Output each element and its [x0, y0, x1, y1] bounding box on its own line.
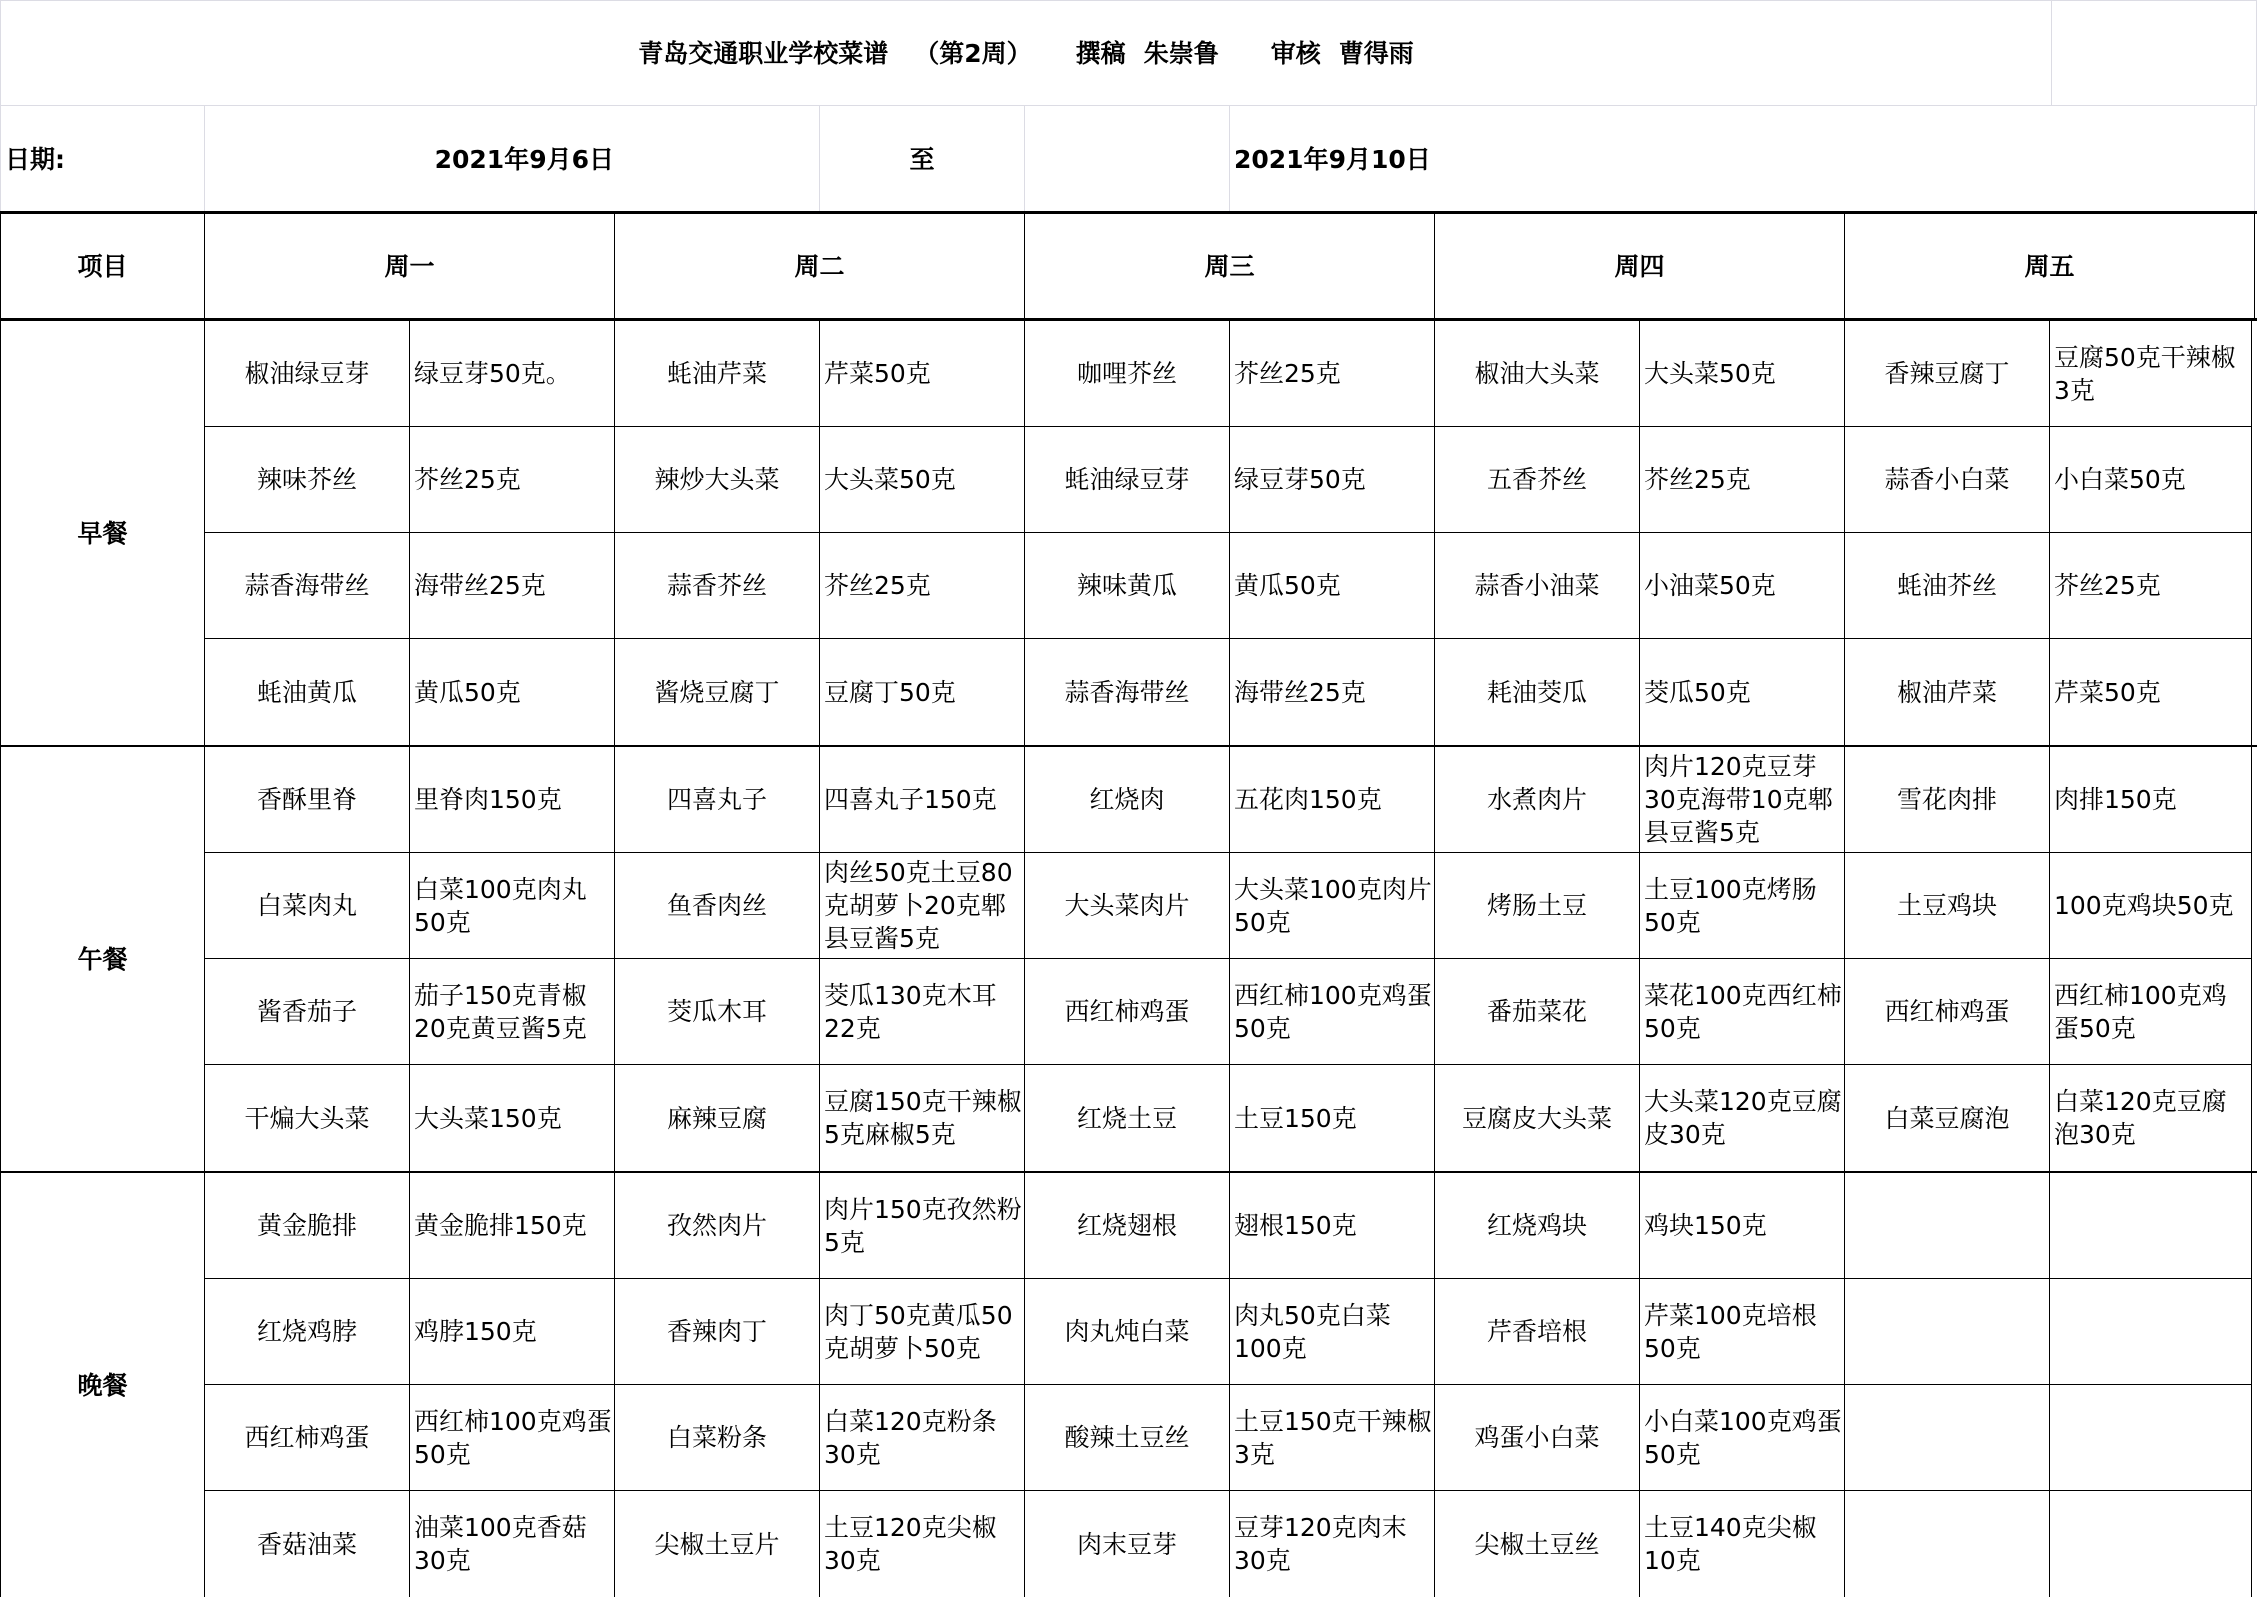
ingredient-cell[interactable] [1230, 639, 1435, 745]
ingredient-text: 豆芽120克肉末30克 [1234, 1513, 1407, 1575]
dish-name-cell[interactable] [205, 427, 410, 533]
dish-name: 肉丸炖白菜 [1064, 1317, 1190, 1346]
empty-cell[interactable] [1025, 106, 1230, 212]
table-row [205, 747, 2257, 853]
ingredient-cell[interactable] [1640, 959, 1845, 1065]
meal-sections [0, 321, 2257, 1597]
table-row [205, 1279, 2257, 1385]
dish-name-cell[interactable] [615, 533, 820, 639]
dish-name-cell[interactable] [615, 1385, 820, 1491]
dish-name-cell[interactable] [615, 1491, 820, 1597]
day-label: 周二 [794, 251, 845, 281]
dish-name: 西红柿鸡蛋 [1064, 997, 1190, 1026]
dish-name: 椒油芹菜 [1896, 677, 1997, 707]
ingredient-text: 土豆100克烤肠50克 [1644, 874, 1817, 937]
ingredient-cell[interactable] [410, 1385, 615, 1491]
ingredient-cell[interactable] [1230, 1279, 1435, 1385]
ingredient-text: 肉片120克豆芽30克海带10克郫县豆酱5克 [1644, 752, 1833, 847]
ingredient-text: 黄瓜50克 [1234, 571, 1341, 600]
ingredient-cell[interactable] [1230, 853, 1435, 959]
dish-name: 干煸大头菜 [244, 1103, 370, 1133]
ingredient-text: 绿豆芽50克。 [414, 359, 571, 388]
ingredient-cell[interactable] [820, 639, 1025, 745]
dish-name: 酱香茄子 [256, 997, 357, 1026]
author-name: 朱崇鲁 [1143, 38, 1219, 68]
meal-block [0, 321, 2257, 747]
reviewer-name: 曹得雨 [1338, 38, 1414, 68]
dish-name: 酱烧豆腐丁 [654, 677, 780, 707]
dish-name: 酸辣土豆丝 [1064, 1423, 1190, 1452]
ingredient-text: 绿豆芽50克 [1234, 465, 1366, 494]
ingredient-cell[interactable] [410, 853, 615, 959]
dish-name-cell[interactable] [1845, 1173, 2050, 1279]
dish-name-cell[interactable] [205, 853, 410, 959]
ingredient-text: 大头菜150克 [414, 1103, 562, 1133]
dish-name: 肉末豆芽 [1076, 1529, 1177, 1559]
ingredient-text: 鸡块150克 [1644, 1211, 1767, 1240]
dish-name-cell[interactable] [205, 533, 410, 639]
ingredient-text: 土豆150克干辣椒3克 [1234, 1406, 1432, 1469]
date-label-cell[interactable] [0, 106, 205, 212]
dish-name-cell[interactable] [1435, 747, 1640, 853]
day-header[interactable] [1025, 214, 1435, 318]
dish-name: 鸡蛋小白菜 [1474, 1423, 1600, 1452]
dish-name-cell[interactable] [1025, 747, 1230, 853]
ingredient-cell[interactable] [410, 427, 615, 533]
dish-name: 白菜肉丸 [256, 891, 357, 920]
dish-name: 蒜香海带丝 [244, 571, 370, 600]
ingredient-cell[interactable] [410, 1279, 615, 1385]
ingredient-text: 芥丝25克 [1644, 465, 1751, 494]
ingredient-cell[interactable] [2050, 533, 2252, 639]
dish-name: 香辣豆腐丁 [1884, 359, 2010, 388]
dish-name: 大头菜肉片 [1064, 891, 1190, 920]
day-label: 周一 [384, 251, 435, 281]
ingredient-cell[interactable] [1230, 747, 1435, 853]
ingredient-cell[interactable] [1640, 853, 1845, 959]
table-row [205, 639, 2257, 745]
dish-name: 红烧鸡块 [1486, 1211, 1587, 1240]
ingredient-cell[interactable] [1640, 1491, 1845, 1597]
dish-name-cell[interactable] [205, 1385, 410, 1491]
dish-name-cell[interactable] [205, 639, 410, 745]
ingredient-cell[interactable] [820, 747, 1025, 853]
ingredient-text: 芥丝25克 [1234, 359, 1341, 388]
ingredient-cell[interactable] [410, 321, 615, 427]
day-label: 周三 [1204, 251, 1255, 281]
dish-name-cell[interactable] [1845, 427, 2050, 533]
start-date: 2021年9月6日 [434, 144, 614, 174]
ingredient-cell[interactable] [1640, 1385, 1845, 1491]
ingredient-text: 西红柿100克鸡蛋50克 [2054, 980, 2227, 1043]
table-header-row [0, 214, 2257, 321]
dish-name: 豆腐皮大头菜 [1461, 1103, 1612, 1133]
ingredient-cell[interactable] [1230, 959, 1435, 1065]
ingredient-text: 翅根150克 [1234, 1211, 1357, 1240]
ingredient-text: 黄瓜50克 [414, 677, 521, 707]
dish-name-cell[interactable] [615, 1173, 820, 1279]
title-row [0, 0, 2257, 106]
ingredient-cell[interactable] [1230, 1385, 1435, 1491]
dish-name: 咖哩芥丝 [1076, 359, 1177, 388]
dish-name: 茭瓜木耳 [666, 997, 767, 1026]
ingredient-cell[interactable] [1230, 1173, 1435, 1279]
ingredient-text: 大头菜50克 [824, 465, 956, 494]
ingredient-text: 芹菜50克 [824, 359, 931, 388]
ingredient-cell[interactable] [410, 533, 615, 639]
dish-name-cell[interactable] [1435, 1173, 1640, 1279]
dish-name: 蒜香小白菜 [1884, 465, 2010, 494]
ingredient-cell[interactable] [2050, 1385, 2252, 1491]
dish-name-cell[interactable] [205, 1065, 410, 1171]
ingredient-text: 鸡脖150克 [414, 1317, 537, 1346]
meal-name: 午餐 [77, 944, 128, 974]
dish-name-cell[interactable] [1435, 1065, 1640, 1171]
ingredient-text: 大头菜50克 [1644, 359, 1776, 388]
end-date-cell[interactable] [1230, 106, 2255, 212]
ingredient-text: 肉丁50克黄瓜50克胡萝卜50克 [824, 1300, 1013, 1363]
table-row [205, 533, 2257, 639]
day-label: 周五 [2024, 251, 2075, 281]
dish-name: 五香芥丝 [1486, 465, 1587, 494]
dish-name: 椒油绿豆芽 [244, 359, 370, 388]
menu-title: 青岛交通职业学校菜谱 [638, 38, 889, 68]
dish-name: 麻辣豆腐 [666, 1103, 767, 1133]
ingredient-text: 里脊肉150克 [414, 785, 562, 814]
dish-name-cell[interactable] [1435, 853, 1640, 959]
ingredient-cell[interactable] [1640, 533, 1845, 639]
ingredient-cell[interactable] [1640, 321, 1845, 427]
ingredient-text: 黄金脆排150克 [414, 1211, 587, 1240]
dish-name: 耗油茭瓜 [1486, 677, 1587, 707]
table-row [205, 1173, 2257, 1279]
dish-name-cell[interactable] [205, 747, 410, 853]
dish-name-cell[interactable] [1025, 853, 1230, 959]
ingredient-text: 豆腐丁50克 [824, 677, 956, 707]
dish-name-cell[interactable] [1845, 639, 2050, 745]
ingredient-cell[interactable] [1640, 1173, 1845, 1279]
ingredient-cell[interactable] [1640, 747, 1845, 853]
dish-name-cell[interactable] [1025, 533, 1230, 639]
meal-name: 晚餐 [77, 1370, 128, 1400]
ingredient-cell[interactable] [820, 853, 1025, 959]
dish-name-cell[interactable] [615, 959, 820, 1065]
meal-block [0, 1173, 2257, 1597]
dish-name-cell[interactable] [205, 1491, 410, 1597]
dish-name: 孜然肉片 [666, 1211, 767, 1240]
table-row [205, 853, 2257, 959]
dish-name: 香菇油菜 [256, 1529, 357, 1559]
meal-label[interactable] [0, 321, 205, 745]
dish-name: 红烧翅根 [1076, 1211, 1177, 1240]
end-date: 2021年9月10日 [1234, 144, 1431, 174]
ingredient-text: 芥丝25克 [824, 571, 931, 600]
ingredient-cell[interactable] [820, 427, 1025, 533]
dish-name: 白菜粉条 [666, 1423, 767, 1452]
dish-name-cell[interactable] [1025, 427, 1230, 533]
meal-rows [205, 321, 2257, 745]
dish-name-cell[interactable] [205, 1279, 410, 1385]
dish-name-cell[interactable] [1435, 1385, 1640, 1491]
dish-name-cell[interactable] [1845, 853, 2050, 959]
dish-name: 鱼香肉丝 [666, 891, 767, 920]
dish-name-cell[interactable] [1845, 1385, 2050, 1491]
ingredient-cell[interactable] [410, 1173, 615, 1279]
dish-name: 蒜香芥丝 [666, 571, 767, 600]
dish-name: 烤肠土豆 [1486, 891, 1587, 920]
dish-name-cell[interactable] [1025, 1385, 1230, 1491]
ingredient-text: 大头菜120克豆腐皮30克 [1644, 1087, 1842, 1149]
meal-label[interactable] [0, 747, 205, 1171]
dish-name: 芹香培根 [1486, 1317, 1587, 1346]
dish-name-cell[interactable] [1845, 533, 2050, 639]
table-row [205, 321, 2257, 427]
dish-name-cell[interactable] [205, 959, 410, 1065]
dish-name: 蒜香小油菜 [1474, 571, 1600, 600]
dish-name: 蚝油黄瓜 [256, 677, 357, 707]
ingredient-cell[interactable] [410, 1491, 615, 1597]
ingredient-cell[interactable] [820, 1491, 1025, 1597]
day-header[interactable] [615, 214, 1025, 318]
dish-name: 辣味芥丝 [256, 465, 357, 494]
ingredient-text: 海带丝25克 [414, 571, 546, 600]
ingredient-cell[interactable] [820, 533, 1025, 639]
ingredient-cell[interactable] [1230, 1065, 1435, 1171]
dish-name-cell[interactable] [1435, 1279, 1640, 1385]
ingredient-text: 芹菜50克 [2054, 677, 2161, 707]
dish-name-cell[interactable] [1025, 639, 1230, 745]
ingredient-text: 大头菜100克肉片50克 [1234, 874, 1432, 937]
ingredient-cell[interactable] [2050, 1491, 2252, 1597]
dish-name: 蚝油芥丝 [1896, 571, 1997, 600]
dish-name-cell[interactable] [615, 747, 820, 853]
ingredient-text: 土豆150克 [1234, 1103, 1357, 1133]
meal-rows [205, 1173, 2257, 1597]
dish-name-cell[interactable] [1845, 1065, 2050, 1171]
ingredient-text: 肉丸50克白菜100克 [1234, 1300, 1391, 1363]
dish-name: 西红柿鸡蛋 [1884, 997, 2010, 1026]
dish-name-cell[interactable] [1025, 1279, 1230, 1385]
ingredient-text: 豆腐50克干辣椒3克 [2054, 342, 2236, 405]
dish-name-cell[interactable] [1845, 747, 2050, 853]
ingredient-cell[interactable] [410, 959, 615, 1065]
dish-name-cell[interactable] [1025, 1065, 1230, 1171]
ingredient-text: 小白菜50克 [2054, 465, 2186, 494]
dish-name-cell[interactable] [615, 1065, 820, 1171]
ingredient-text: 西红柿100克鸡蛋50克 [414, 1406, 612, 1469]
dish-name-cell[interactable] [615, 427, 820, 533]
dish-name: 土豆鸡块 [1896, 891, 1997, 920]
dish-name-cell[interactable] [1025, 1173, 1230, 1279]
dish-name: 尖椒土豆片 [654, 1529, 780, 1559]
ingredient-cell[interactable] [2050, 639, 2252, 745]
date-label: 日期: [5, 144, 65, 174]
dish-name: 西红柿鸡蛋 [244, 1423, 370, 1452]
ingredient-text: 茭瓜130克木耳22克 [824, 980, 997, 1043]
ingredient-cell[interactable] [1640, 427, 1845, 533]
ingredient-text: 土豆120克尖椒30克 [824, 1513, 997, 1575]
ingredient-cell[interactable] [2050, 1173, 2252, 1279]
dish-name: 尖椒土豆丝 [1474, 1529, 1600, 1559]
ingredient-cell[interactable] [1640, 1065, 1845, 1171]
dish-name: 四喜丸子 [666, 785, 767, 814]
dish-name-cell[interactable] [615, 321, 820, 427]
dish-name-cell[interactable] [1845, 959, 2050, 1065]
dish-name-cell[interactable] [1435, 1491, 1640, 1597]
ingredient-text: 小白菜100克鸡蛋50克 [1644, 1406, 1842, 1469]
menu-title-cell[interactable] [0, 0, 2052, 106]
meal-rows [205, 747, 2257, 1171]
meal-label[interactable] [0, 1173, 205, 1597]
dish-name: 香辣肉丁 [666, 1317, 767, 1346]
ingredient-cell[interactable] [410, 1065, 615, 1171]
ingredient-text: 肉丝50克土豆80克胡萝卜20克郫县豆酱5克 [824, 858, 1013, 953]
dish-name: 雪花肉排 [1896, 785, 1997, 814]
reviewer-label: 审核 [1270, 38, 1321, 68]
dish-name: 蚝油绿豆芽 [1064, 465, 1190, 494]
ingredient-cell[interactable] [2050, 959, 2252, 1065]
ingredient-cell[interactable] [2050, 1279, 2252, 1385]
dish-name-cell[interactable] [1845, 321, 2050, 427]
ingredient-text: 西红柿100克鸡蛋50克 [1234, 980, 1432, 1043]
table-row [205, 1385, 2257, 1491]
ingredient-text: 茄子150克青椒20克黄豆酱5克 [414, 980, 587, 1043]
ingredient-cell[interactable] [2050, 1065, 2252, 1171]
dish-name-cell[interactable] [615, 639, 820, 745]
ingredient-cell[interactable] [2050, 853, 2252, 959]
ingredient-text: 豆腐150克干辣椒5克麻椒5克 [824, 1087, 1022, 1149]
dish-name-cell[interactable] [1025, 959, 1230, 1065]
ingredient-cell[interactable] [820, 959, 1025, 1065]
ingredient-text: 100克鸡块50克 [2054, 891, 2234, 920]
dish-name: 红烧土豆 [1076, 1103, 1177, 1133]
dish-name-cell[interactable] [615, 1279, 820, 1385]
ingredient-text: 四喜丸子150克 [824, 785, 997, 814]
ingredient-cell[interactable] [2050, 427, 2252, 533]
dish-name-cell[interactable] [1435, 959, 1640, 1065]
day-label: 周四 [1614, 251, 1665, 281]
table-row [205, 959, 2257, 1065]
dish-name-cell[interactable] [1435, 639, 1640, 745]
dish-name-cell[interactable] [1435, 533, 1640, 639]
dish-name: 水煮肉片 [1486, 785, 1587, 814]
ingredient-text: 芥丝25克 [414, 465, 521, 494]
ingredient-text: 芹菜100克培根50克 [1644, 1300, 1817, 1363]
dish-name: 红烧鸡脖 [256, 1317, 357, 1346]
ingredient-cell[interactable] [410, 639, 615, 745]
dish-name-cell[interactable] [205, 321, 410, 427]
day-header[interactable] [1435, 214, 1845, 318]
empty-cell[interactable] [2052, 0, 2257, 106]
ingredient-text: 肉排150克 [2054, 785, 2177, 814]
ingredient-text: 芥丝25克 [2054, 571, 2161, 600]
dish-name: 椒油大头菜 [1474, 359, 1600, 388]
item-header[interactable] [0, 214, 205, 318]
day-header[interactable] [1845, 214, 2255, 318]
ingredient-cell[interactable] [410, 747, 615, 853]
date-row [0, 106, 2257, 212]
ingredient-text: 白菜120克粉条30克 [824, 1406, 997, 1469]
dish-name: 辣炒大头菜 [654, 465, 780, 494]
dish-name-cell[interactable] [1845, 1491, 2050, 1597]
ingredient-cell[interactable] [2050, 747, 2252, 853]
to-label: 至 [909, 144, 935, 174]
to-cell[interactable] [820, 106, 1025, 212]
ingredient-text: 肉片150克孜然粉5克 [824, 1194, 1022, 1257]
ingredient-cell[interactable] [820, 1065, 1025, 1171]
ingredient-cell[interactable] [820, 1173, 1025, 1279]
ingredient-cell[interactable] [1640, 639, 1845, 745]
dish-name-cell[interactable] [615, 853, 820, 959]
meal-name: 早餐 [77, 518, 128, 548]
dish-name-cell[interactable] [1845, 1279, 2050, 1385]
dish-name: 蒜香海带丝 [1064, 677, 1190, 707]
dish-name-cell[interactable] [1435, 427, 1640, 533]
ingredient-text: 白菜120克豆腐泡30克 [2054, 1087, 2227, 1149]
dish-name-cell[interactable] [1025, 321, 1230, 427]
table-row [205, 1065, 2257, 1171]
table-row [205, 1491, 2257, 1597]
day-header[interactable] [205, 214, 615, 318]
dish-name-cell[interactable] [205, 1173, 410, 1279]
ingredient-text: 菜花100克西红柿50克 [1644, 980, 1842, 1043]
dish-name: 黄金脆排 [256, 1211, 357, 1240]
dish-name: 香酥里脊 [256, 785, 357, 814]
dish-name: 蚝油芹菜 [666, 359, 767, 388]
ingredient-cell[interactable] [1230, 533, 1435, 639]
dish-name-cell[interactable] [1435, 321, 1640, 427]
start-date-cell[interactable] [205, 106, 820, 212]
ingredient-cell[interactable] [1230, 427, 1435, 533]
ingredient-text: 五花肉150克 [1234, 785, 1382, 814]
ingredient-cell[interactable] [820, 1385, 1025, 1491]
week-label: （第2周） [914, 38, 1032, 68]
ingredient-cell[interactable] [820, 1279, 1025, 1385]
ingredient-cell[interactable] [1230, 321, 1435, 427]
dish-name: 白菜豆腐泡 [1884, 1103, 2010, 1133]
dish-name: 红烧肉 [1089, 785, 1165, 814]
ingredient-text: 海带丝25克 [1234, 677, 1366, 707]
item-header-label: 项目 [77, 251, 128, 281]
ingredient-cell[interactable] [820, 321, 1025, 427]
ingredient-cell[interactable] [1230, 1491, 1435, 1597]
meal-block [0, 747, 2257, 1173]
ingredient-text: 土豆140克尖椒10克 [1644, 1513, 1817, 1575]
ingredient-cell[interactable] [2050, 321, 2252, 427]
ingredient-text: 白菜100克肉丸50克 [414, 874, 587, 937]
dish-name: 番茄菜花 [1486, 997, 1587, 1026]
ingredient-text: 油菜100克香菇30克 [414, 1513, 587, 1575]
table-row [205, 427, 2257, 533]
ingredient-text: 茭瓜50克 [1644, 677, 1751, 707]
menu-table [0, 211, 2257, 1591]
ingredient-text: 小油菜50克 [1644, 571, 1776, 600]
ingredient-cell[interactable] [1640, 1279, 1845, 1385]
author-label: 撰稿 [1075, 38, 1126, 68]
dish-name-cell[interactable] [1025, 1491, 1230, 1597]
dish-name: 辣味黄瓜 [1076, 571, 1177, 600]
